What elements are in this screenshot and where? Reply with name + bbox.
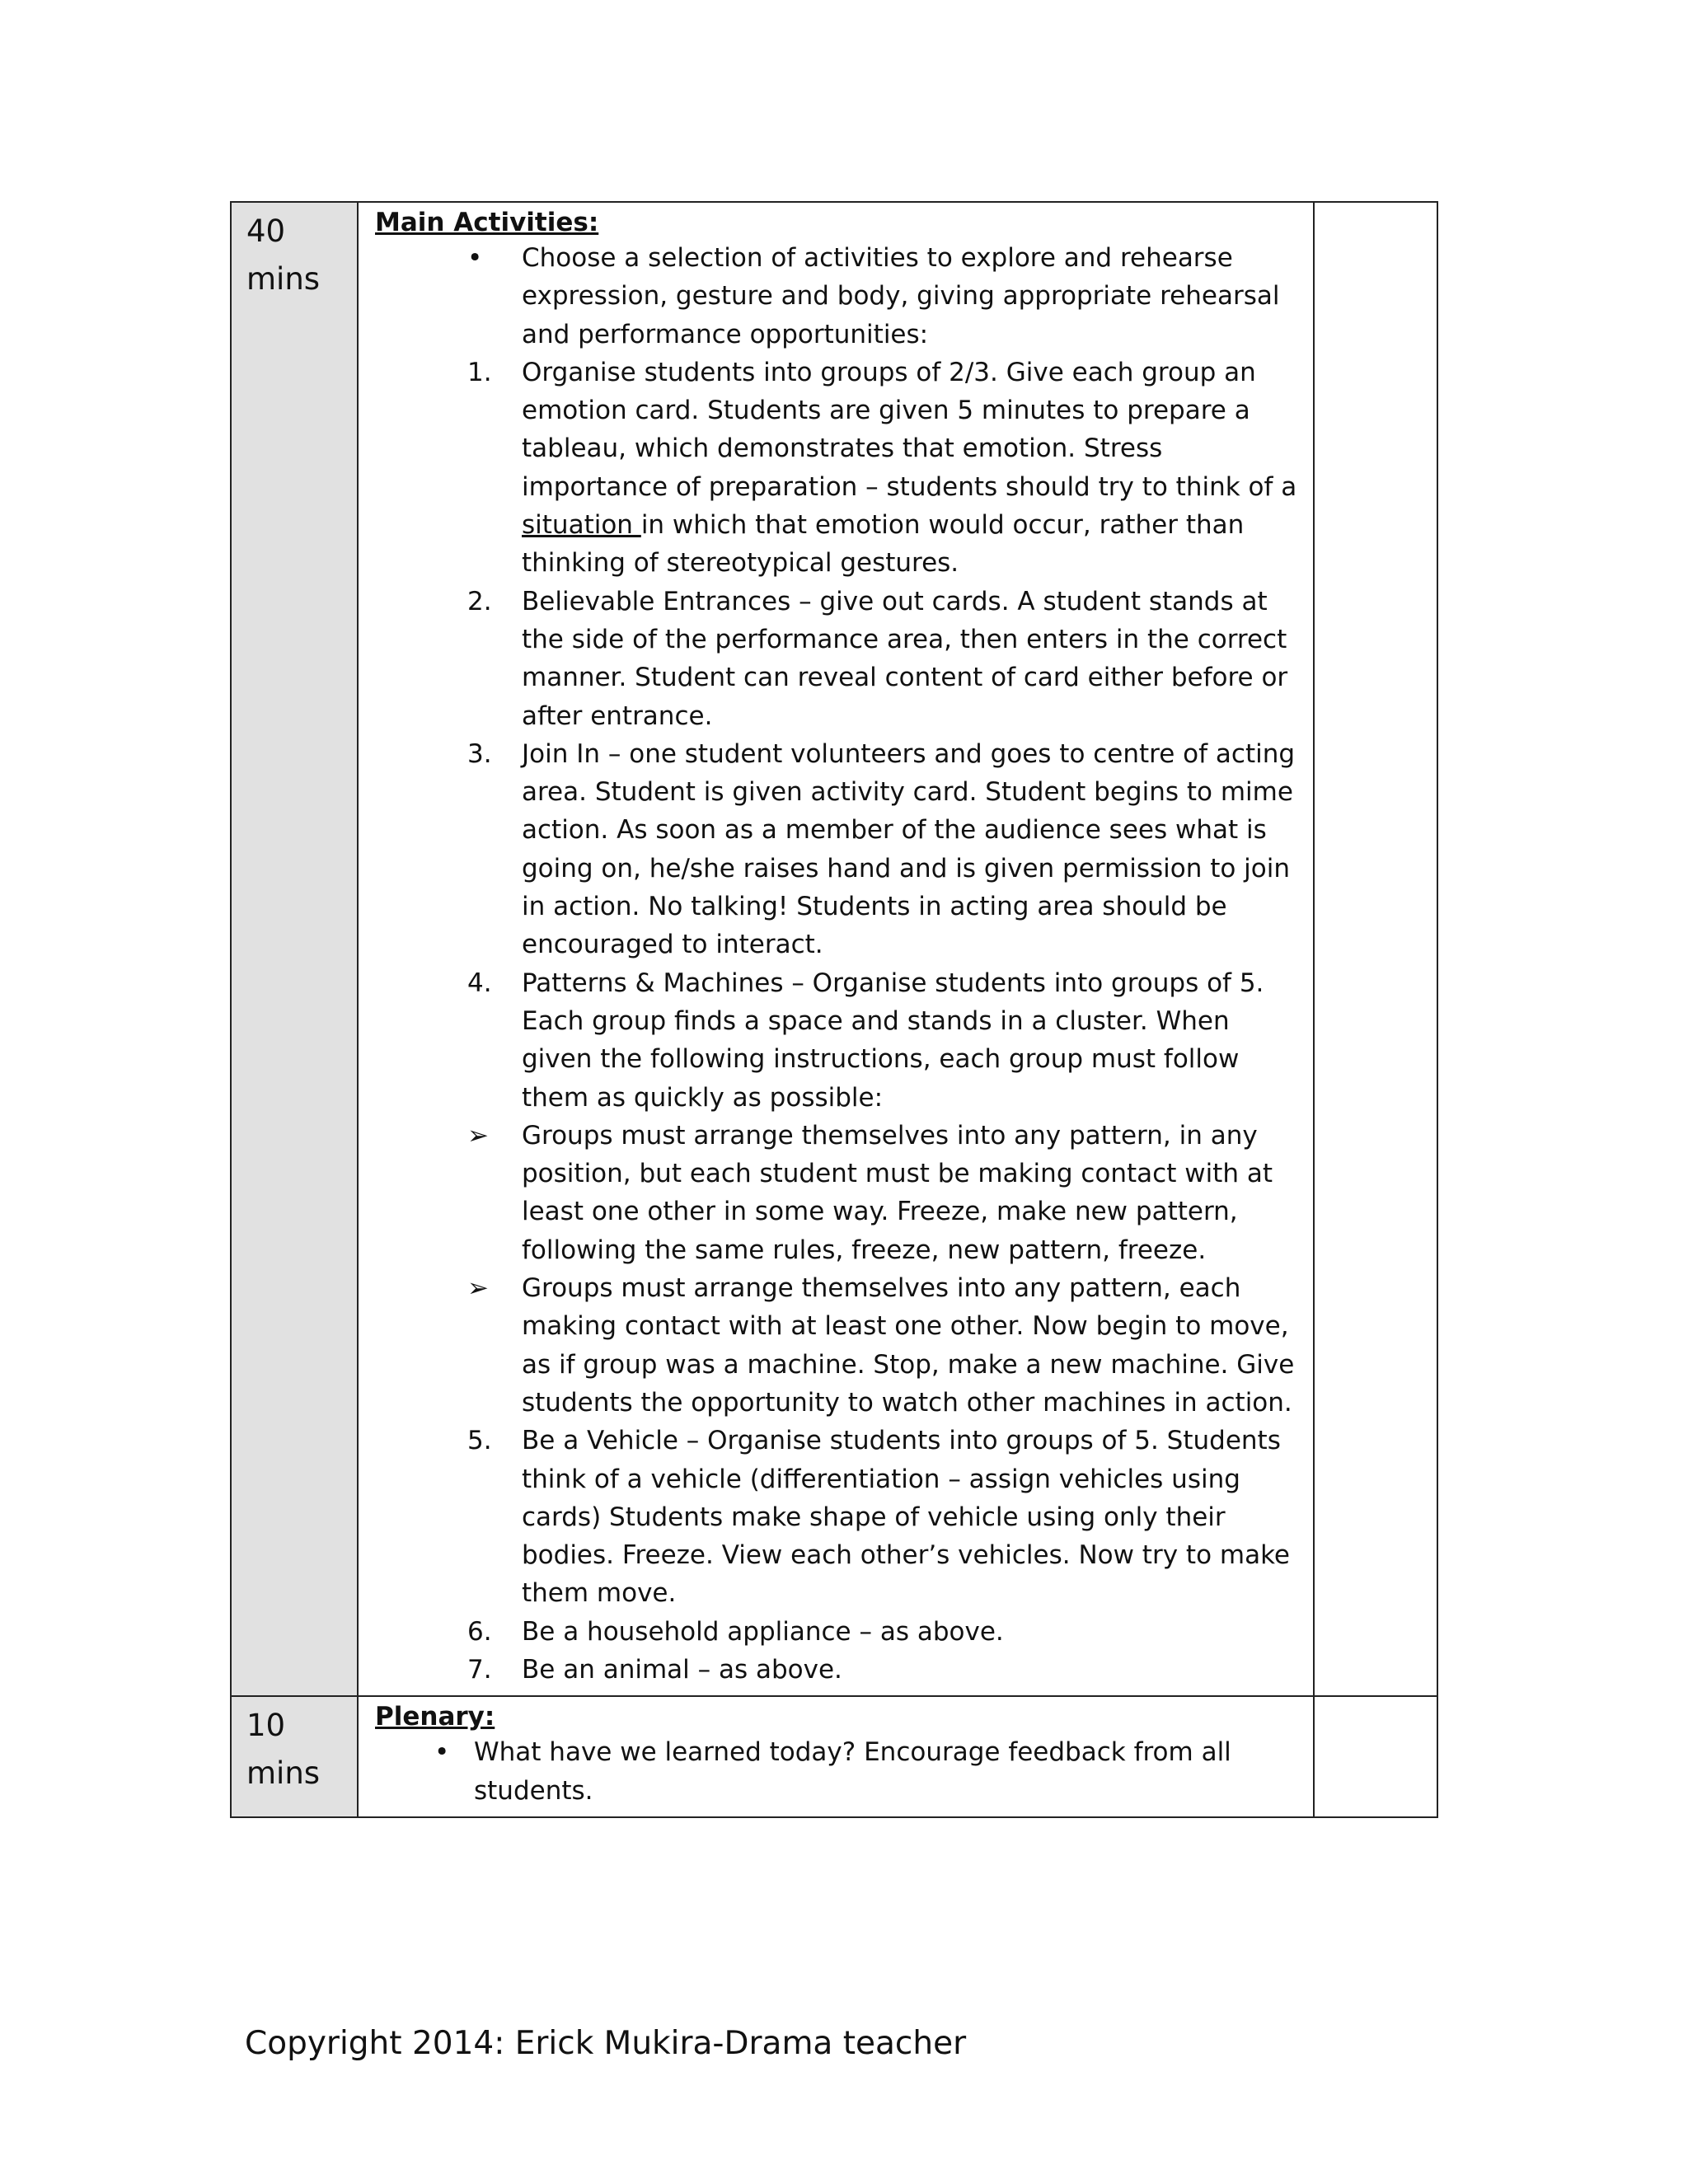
number-marker: 2. bbox=[467, 586, 492, 616]
arrow-bullet-icon: ➢ bbox=[467, 1273, 489, 1304]
list-item bbox=[375, 735, 1305, 964]
copyright-footer: Copyright 2014: Erick Mukira-Drama teacher bbox=[245, 2025, 967, 2062]
number-marker: 7. bbox=[467, 1654, 492, 1685]
list-item-text: Groups must arrange themselves into any pattern, each making contact with at least one other. Now begin to move, as if group was a machine. Stop, make a new machine. Give students the opportunity to watch other machines in action. bbox=[522, 1273, 1295, 1418]
notes-cell bbox=[1314, 1696, 1437, 1817]
list-item-text: Be a household appliance – as above. bbox=[522, 1616, 1004, 1647]
time-unit: mins bbox=[246, 261, 321, 297]
time-cell bbox=[231, 202, 358, 1696]
list-item-text: Groups must arrange themselves into any pattern, in any position, but each student must be making contact with at least one other in some way. Freeze, make new pattern, following the same rules, freeze, new pattern, freeze. bbox=[522, 1120, 1273, 1265]
underlined-word: situation bbox=[522, 510, 641, 541]
lesson-plan-table bbox=[230, 201, 1438, 1818]
list-item bbox=[375, 964, 1305, 1117]
list-item-text: Believable Entrances – give out cards. A student stands at the side of the performance area, then enters in the correct manner. Student can reveal content of card either before or after entrance. bbox=[522, 586, 1288, 731]
list-item bbox=[375, 1733, 1305, 1810]
number-marker: 1. bbox=[467, 357, 492, 387]
list-item-text: Patterns & Machines – Organise students into groups of 5. Each group finds a space and stands in a cluster. When given the following instructions, each group must follow them as quickly as possible: bbox=[522, 968, 1264, 1113]
section-heading: Plenary: bbox=[375, 1702, 495, 1732]
section-heading: Main Activities: bbox=[375, 208, 599, 237]
list-item-text: in which that emotion would occur, rather than thinking of stereotypical gestures. bbox=[522, 510, 1245, 579]
list-item-text: Organise students into groups of 2/3. Give each group an emotion card. Students are given 5 minutes to prepare a tableau, which demonstrates that emotion. Stress importance of preparation – students should try to think of a bbox=[522, 357, 1297, 502]
bullet-marker: • bbox=[434, 1737, 450, 1768]
bullet-marker: • bbox=[467, 243, 483, 273]
list-item bbox=[375, 1269, 1305, 1422]
time-cell bbox=[231, 1696, 358, 1817]
number-marker: 4. bbox=[467, 968, 492, 998]
notes-cell bbox=[1314, 202, 1437, 1696]
time-value: 10 bbox=[246, 1708, 286, 1744]
list-item-text: Be an animal – as above. bbox=[522, 1654, 842, 1685]
number-marker: 5. bbox=[467, 1426, 492, 1456]
list-item bbox=[375, 1613, 1305, 1651]
list-item-text: Be a Vehicle – Organise students into groups of 5. Students think of a vehicle (differentiation – assign vehicles using cards) Students make shape of vehicle using only their bodies. Freeze. View each other’s vehicles. Now try to make them move. bbox=[522, 1426, 1290, 1609]
activity-cell bbox=[358, 202, 1314, 1696]
list-item bbox=[375, 239, 1305, 354]
plenary-cell bbox=[358, 1696, 1314, 1817]
arrow-bullet-icon: ➢ bbox=[467, 1120, 489, 1151]
number-marker: 6. bbox=[467, 1616, 492, 1647]
list-item-text: Join In – one student volunteers and goes to centre of acting area. Student is given activity card. Student begins to mime action. As soon as a member of the audience sees what is going on, he/she raises hand and is given permission to join in action. No talking! Students in acting area should be encouraged to interact. bbox=[522, 738, 1296, 960]
list-item-text: What have we learned today? Encourage feedback from all students. bbox=[474, 1737, 1231, 1806]
time-value: 40 bbox=[246, 213, 286, 249]
table-row-main-activities bbox=[231, 202, 1437, 1696]
list-item bbox=[375, 1651, 1305, 1689]
list-item-text: Choose a selection of activities to explore and rehearse expression, gesture and body, giving appropriate rehearsal and performance opportunities: bbox=[522, 243, 1280, 349]
table-row-plenary bbox=[231, 1696, 1437, 1817]
number-marker: 3. bbox=[467, 738, 492, 769]
time-unit: mins bbox=[246, 1755, 321, 1792]
list-item bbox=[375, 1117, 1305, 1269]
list-item bbox=[375, 1422, 1305, 1612]
list-item bbox=[375, 354, 1305, 583]
list-item bbox=[375, 583, 1305, 735]
